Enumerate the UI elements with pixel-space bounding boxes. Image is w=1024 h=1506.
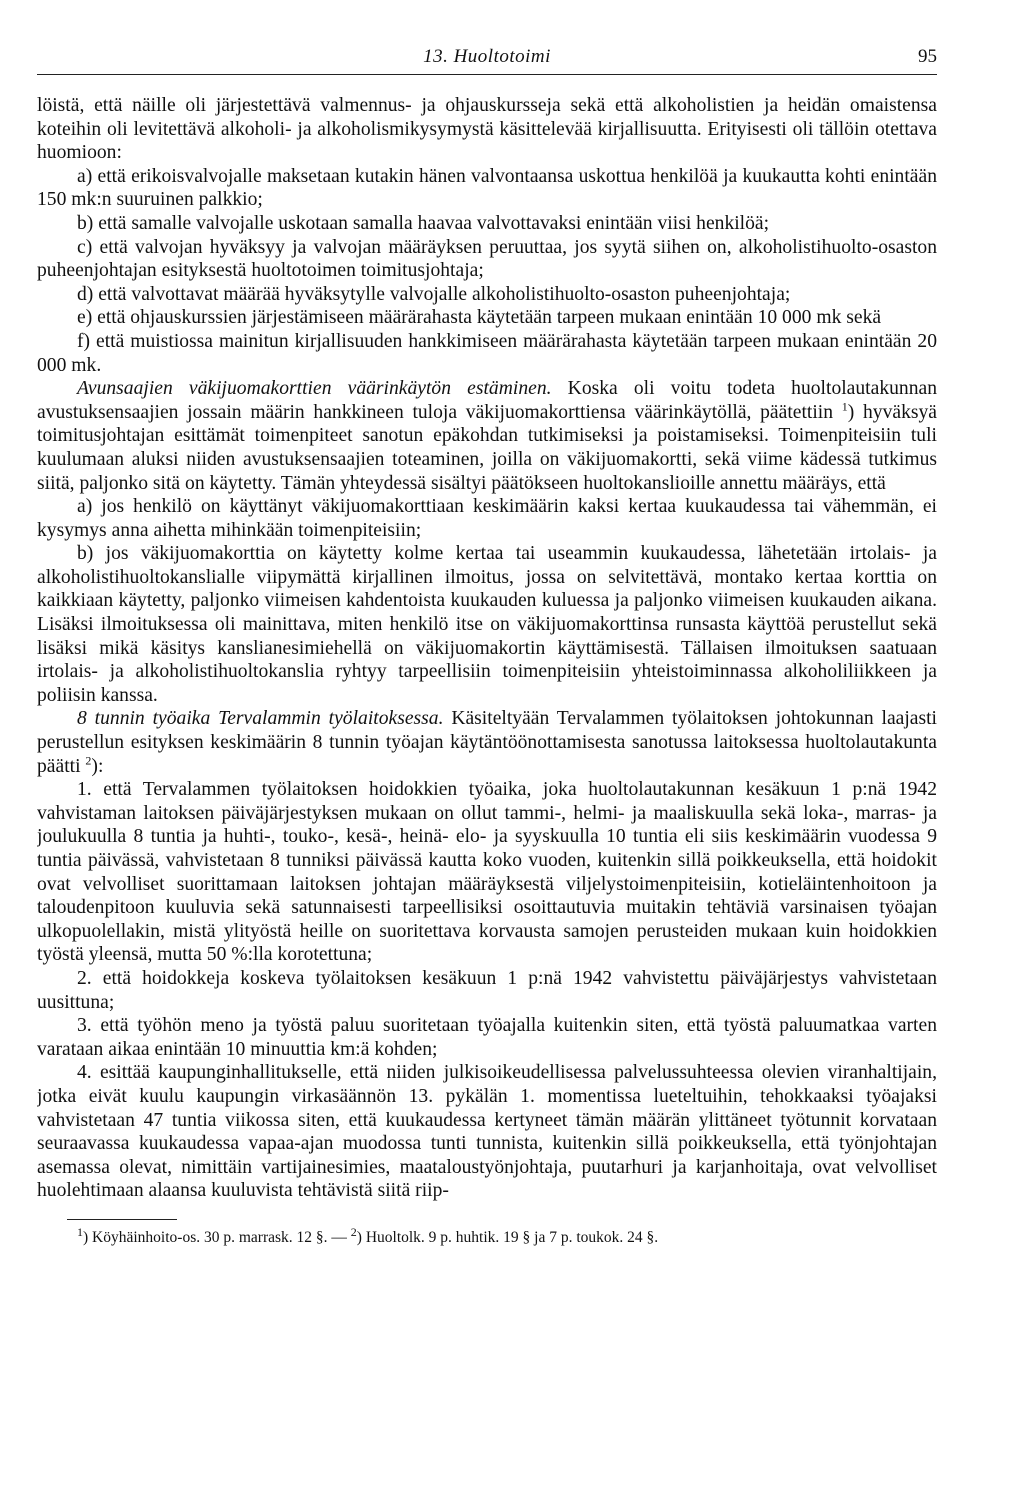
paragraph: löistä, että näille oli järjestettävä valmennus- ja ohjauskursseja sekä että alkoholistien ja heidän omaistensa koteihin oli levitettävä alkoholi- ja alkoholismikysymystä käsittelevää kirjallisuutta. Erityisesti oli tällöin otettava huomioon: [37, 95, 937, 164]
document-page [37, 40, 937, 1480]
section-heading: Avunsaajien väkijuomakorttien väärinkäytön estäminen. [77, 378, 552, 400]
footnote-marker: 2 [350, 1224, 357, 1239]
running-header [37, 40, 937, 72]
paragraph-text: Koska oli voitu todeta huoltolautakunnan avustuksensaajien jossain määrin hankkineen tuloja väkijuomakorttiensa väärinkäytöllä, päätettiin [37, 378, 937, 423]
body-text [37, 94, 937, 1203]
list-item: d) että valvottavat määrää hyväksytylle valvojalle alkoholistihuolto-osaston puheenjohtaja; [77, 283, 791, 305]
list-item: b) jos väkijuomakorttia on käytetty kolme kertaa tai useammin kuukaudessa, lähetetään irtolais- ja alkoholistihuoltokanslialle viipymättä kirjallinen ilmoitus, jossa on selvitettävä, montako kertaa korttia on kaikkiaan käytetty, paljonko viimeisen kahdentoista kuukauden kuluessa ja paljonko viimeisen kuukauden aikana. Lisäksi ilmoituksessa oli mainittava, miten henkilö itse on väkijuomakorttinsa runsasta käyttöä perustellut sekä lisäksi mikä käsitys kanslianesimiehellä on väkijuomakortin käyttämisestä. Tällaisen ilmoituksen saatuaan irtolais- ja alkoholistihuoltokanslia ryhtyy tarpeellisiin toimenpiteisiin yhteistoiminnassa alkoholiliikkeen ja poliisin kanssa. [37, 543, 937, 706]
running-title: 13. Huoltotoimi [423, 46, 551, 67]
list-item: 3. että työhön meno ja työstä paluu suoritetaan työajalla kuitenkin siten, että työstä paluumatkaa varten varataan aikaa enintään 10 minuuttia km:ä kohden; [37, 1015, 937, 1060]
paragraph-text: ): [91, 755, 104, 777]
paragraph-text: ) hyväksyä toimitusjohtajan esittämät toimenpiteet sanotun epäkohdan tutkimiseksi ja poistamiseksi. Toimenpiteisiin tuli kuulumaan aluksi niiden avustuksensaajien toteaminen, joilla on väkijuomakortti, sekä viime kädessä tutkimus siitä, paljonko sitä on käytetty. Tämän yhteydessä sisältyi päätökseen huoltokanslioille annettu määräys, että [37, 401, 937, 494]
list-item: b) että samalle valvojalle uskotaan samalla haavaa valvottavaksi enintään viisi henkilöä; [77, 212, 770, 234]
list-item: a) jos henkilö on käyttänyt väkijuomakorttiaan keskimäärin kaksi kertaa kuukaudessa tai vähemmän, ei kysymys anna aihetta mihinkään toimenpiteisiin; [37, 496, 937, 541]
footnote-text: ) Huoltolk. 9 p. huhtik. 19 § ja 7 p. toukok. 24 §. [356, 1228, 659, 1246]
list-item: e) että ohjauskurssien järjestämiseen määrärahasta käytetään tarpeen mukaan enintään 10 000 mk sekä [77, 307, 882, 329]
footnote-reference: 1 [841, 399, 848, 414]
list-item: f) että muistiossa mainitun kirjallisuuden hankkimiseen määrärahasta käytetään tarpeen mukaan enintään 20 000 mk. [37, 330, 937, 376]
footnote-rule [67, 1219, 177, 1220]
section-paragraph [37, 377, 937, 495]
paragraph-text: Käsiteltyään Tervalammen työlaitoksen johtokunnan laajasti perustellun esityksen keskimäärin 8 tunnin työajan käytäntöönottamisesta sanotussa laitoksessa huoltolautakunta päätti [37, 708, 937, 777]
list-item: a) että erikoisvalvojalle maksetaan kutakin hänen valvontaansa uskottua henkilöä ja kuukautta kohti enintään 150 mk:n suuruinen palkkio; [37, 165, 937, 211]
list-item: 1. että Tervalammen työlaitoksen hoidokkien työaika, joka huoltolautakunnan kesäkuun 1 p:nä 1942 vahvistaman laitoksen päiväjärjestyksen mukaan on ollut tammi-, helmi- ja maaliskuulla sekä loka-, marras- ja joulukuulla 8 tuntia ja huhti-, touko-, kesä-, heinä- elo- ja syyskuulla 10 tuntia eli siis keskimäärin vuodessa 9 tuntia päivässä, vahvistetaan 8 tunniksi päivässä kautta koko vuoden, kuitenkin sillä poikkeuksella, että hoidokit ovat velvolliset suorittamaan laitoksen johtajan määräyksestä viljelystoimenpiteisiin, kotieläintenhoitoon ja taloudenpitoon kuuluvia sekä satunnaisesti tarpeellisiksi osoittautuvia muitakin tehtäviä varsinaisen työajan ulkopuolellakin, mistä ylityöstä heille on suoritettava korvausta samojen perusteiden mukaan kuin hoidokkien työstä yleensä, mutta 50 %:lla korotettuna; [37, 779, 937, 966]
section-paragraph [37, 707, 937, 778]
footnote-marker: 1 [77, 1224, 83, 1239]
section-heading: 8 tunnin työaika Tervalammin työlaitoksessa. [77, 708, 444, 730]
page-number: 95 [918, 46, 937, 67]
list-item: 2. että hoidokkeja koskeva työlaitoksen kesäkuun 1 p:nä 1942 vahvistettu päiväjärjestys vahvistetaan uusittuna; [37, 967, 937, 1013]
footnote-reference: 2 [85, 753, 92, 768]
list-item: 4. esittää kaupunginhallitukselle, että niiden julkisoikeudellisessa palvelussuhteessa olevien viranhaltijain, jotka eivät kuulu kaupungin virkasäännön 13. pykälän 1. momentissa lueteltuihin, tehokkaaksi työajaksi vahvistetaan 47 tuntia viikossa siten, että kuukaudessa kertyneet tämän määrän ylittäneet työtunnit korvataan seuraavassa kuukaudessa vapaa-ajan muodossa tunti tunnista, kuitenkin sillä poikkeuksella, että työnjohtajan asemassa olevat, nimittäin vartijainesimies, maataloustyönjohtaja, puutarhuri ja karjanhoitaja, ovat velvolliset huolehtimaan alaansa kuuluvista tehtävistä siitä riip- [37, 1062, 937, 1202]
list-item: c) että valvojan hyväksyy ja valvojan määräyksen peruuttaa, jos syytä siihen on, alkoholistihuolto-osaston puheenjohtajan esityksestä huoltotoimen toimitusjohtaja; [37, 236, 937, 282]
footnote-text: ) Köyhäinhoito-os. 30 p. marrask. 12 §. — [83, 1228, 351, 1246]
footnotes [37, 1224, 937, 1248]
header-rule [37, 74, 937, 75]
